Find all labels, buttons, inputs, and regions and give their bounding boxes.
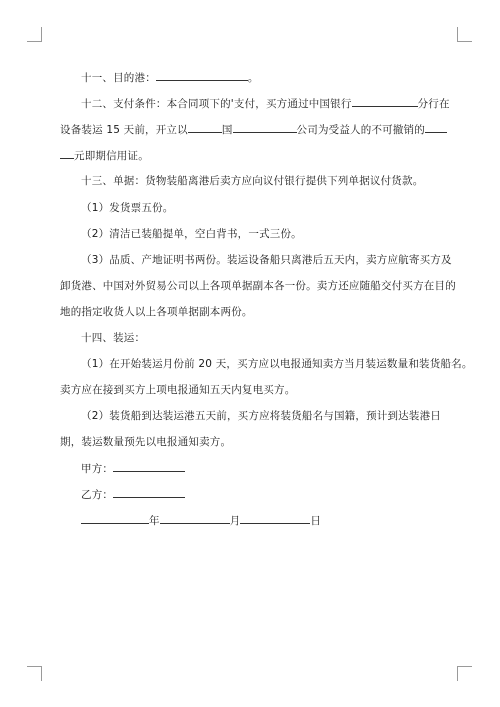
month-label: 月 bbox=[229, 515, 241, 527]
year-blank[interactable] bbox=[81, 513, 149, 524]
crop-mark-bottom-right bbox=[457, 666, 472, 681]
clause-14-title: 十四、装运： bbox=[81, 332, 146, 344]
clause-12-text-e: 公司为受益人的不可撤销的 bbox=[296, 124, 425, 136]
clause-14-item-1-line-2: 卖方应在接到买方上项电报通知五天内复电买方。 bbox=[60, 384, 296, 396]
clause-12-text-b: 分行在 bbox=[417, 98, 450, 110]
clause-13-item-1: （1）发货票五份。 bbox=[81, 202, 174, 214]
clause-13-item-3-line-2: 卸货港、中国对外贸易公司以上各项单据副本各一份。卖方还应随船交付买方在目的 bbox=[60, 280, 456, 292]
date-line bbox=[81, 513, 321, 528]
party-a-signature bbox=[81, 461, 185, 476]
clause-12-line-3 bbox=[60, 148, 149, 163]
party-b-signature bbox=[81, 487, 185, 502]
clause-13-title: 十三、单据：货物装船离港后卖方应向议付银行提供下列单据议付货款。 bbox=[81, 175, 424, 187]
amount-blank-2[interactable] bbox=[60, 148, 74, 159]
clause-12-text-f: 元即期信用证。 bbox=[74, 150, 149, 162]
crop-mark-top-left bbox=[27, 27, 42, 42]
clause-12-line-2 bbox=[60, 122, 447, 137]
party-a-blank[interactable] bbox=[113, 461, 185, 472]
destination-port-blank[interactable] bbox=[156, 70, 248, 81]
clause-13-item-3-line-1: （3）品质、产地证明书两份。装运设备船只离港后五天内，卖方应航寄买方及 bbox=[81, 254, 452, 266]
crop-mark-bottom-left bbox=[27, 666, 42, 681]
crop-mark-top-right bbox=[457, 27, 472, 42]
clause-12-text-a: 十二、支付条件：本合同项下的'支付，买方通过中国银行 bbox=[81, 98, 352, 110]
clause-12-text-c: 设备装运 15 天前，开立以 bbox=[60, 124, 188, 136]
clause-14-item-2-line-1: （2）装货船到达装运港五天前，买方应将装货船名与国籍，预计到达装港日 bbox=[81, 410, 441, 422]
clause-14-item-1-line-1: （1）在开始装运月份前 20 天，买方应以电报通知卖方当月装运数量和装货船名。 bbox=[81, 358, 473, 370]
clause-13-item-3-line-3: 地的指定收货人以上各项单据副本两份。 bbox=[60, 306, 253, 318]
clause-13-item-2: （2）清洁已装船提单，空白背书，一式三份。 bbox=[81, 228, 302, 240]
party-b-blank[interactable] bbox=[113, 487, 185, 498]
company-blank[interactable] bbox=[233, 122, 297, 133]
amount-blank-1[interactable] bbox=[425, 122, 447, 133]
clause-14-item-2-line-2: 期，装运数量预先以电报通知卖方。 bbox=[60, 436, 232, 448]
country-blank[interactable] bbox=[188, 122, 222, 133]
clause-12-text-d: 国 bbox=[221, 124, 233, 136]
clause-11-end: 。 bbox=[247, 72, 259, 84]
clause-11-label: 十一、目的港： bbox=[81, 72, 156, 84]
party-b-label: 乙方： bbox=[81, 489, 114, 501]
day-label: 日 bbox=[310, 515, 322, 527]
day-blank[interactable] bbox=[240, 513, 310, 524]
month-blank[interactable] bbox=[160, 513, 230, 524]
bank-branch-blank[interactable] bbox=[352, 96, 418, 107]
clause-12-line-1 bbox=[81, 96, 450, 111]
year-label: 年 bbox=[149, 515, 160, 527]
clause-11-destination-port bbox=[81, 70, 259, 85]
party-a-label: 甲方： bbox=[81, 463, 114, 475]
